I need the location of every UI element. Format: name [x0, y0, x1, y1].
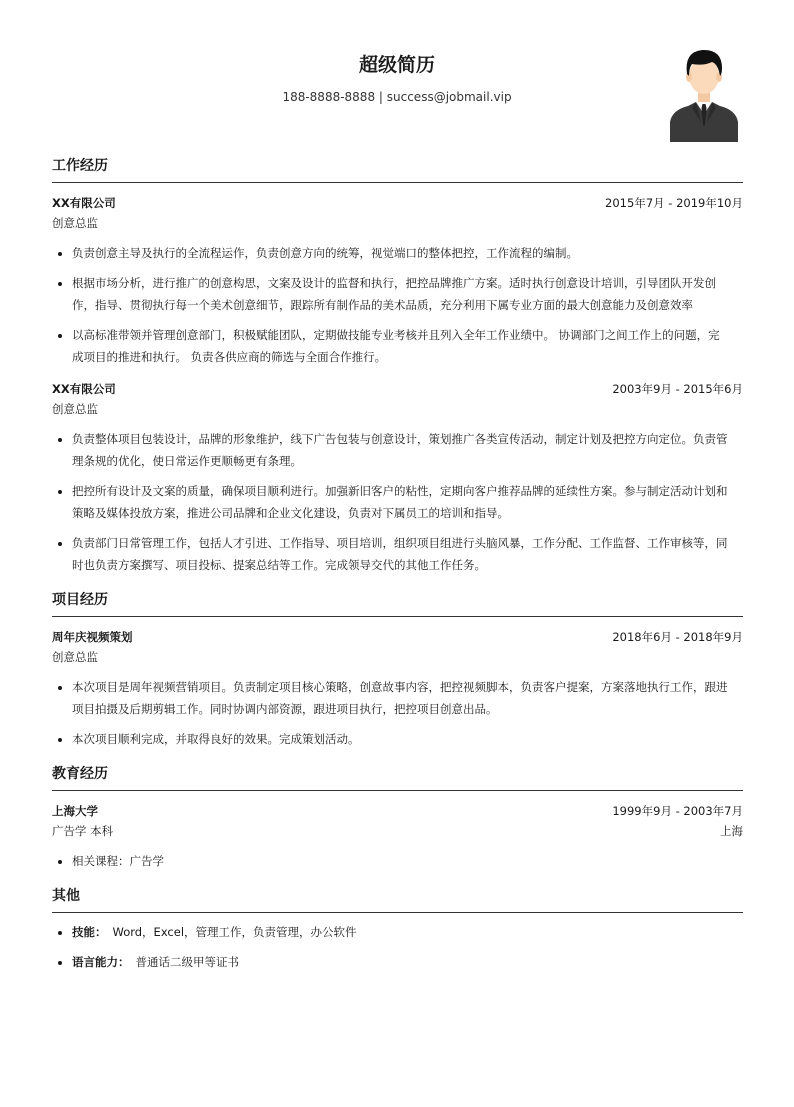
section-title: 工作经历: [52, 156, 743, 183]
bullet-item: [72, 921, 743, 943]
bullet-item: • 负责整体项目包装设计，品牌的形象维护，线下广告包装与创意设计，策划推广各类宣传活动，制定计划及把控方向定位。负责管理条规的优化，使日常运作更顺畅更有条理。: [72, 428, 743, 472]
bullet-list: [52, 242, 743, 368]
section-title: 项目经历: [52, 590, 743, 617]
bullet-item: • 把控所有设计及文案的质量，确保项目顺利进行。加强新旧客户的粘性，定期向客户推荐品牌的延续性方案。参与制定活动计划和策略及媒体投放方案，推进公司品牌和企业文化建设，负责对下属员工的培训和指导。: [72, 480, 743, 524]
job-role: 创意总监: [52, 402, 98, 416]
section-title: 其他: [52, 886, 743, 913]
job-role: 创意总监: [52, 216, 98, 230]
bullet-item: • 本次项目是周年视频营销项目。负责制定项目核心策略，创意故事内容，把控视频脚本，负责客户提案，方案落地执行工作，跟进项目拍摄及后期剪辑工作。同时协调内部资源，跟进项目执行，把控项目创意出品。: [72, 676, 743, 720]
resume-content: [52, 156, 743, 987]
resume-name: 超级简历: [358, 54, 435, 76]
bullet-list: [52, 850, 743, 872]
item-value: 普通话二级甲等证书: [135, 955, 239, 969]
entry-date: 2003年9月 - 2015年6月: [612, 381, 743, 396]
bullet-item: • 根据市场分析，进行推广的创意构思，文案及设计的监督和执行，把控品牌推广方案。适时执行创意设计培训，引导团队开发创作，指导、贯彻执行每一个美术创意细节，跟踪所有制作品的美术品质，充分利用下属专业方面的最大创意能力及创意效率: [72, 272, 743, 316]
bullet-list: [52, 428, 743, 576]
person-avatar-icon: [668, 44, 740, 142]
item-label: 语言能力：: [72, 955, 130, 969]
work-entry: [52, 190, 743, 368]
work-entry: [52, 376, 743, 576]
bullet-item: • 本次项目顺利完成，并取得良好的效果。完成策划活动。: [72, 728, 743, 750]
entry-date: 2015年7月 - 2019年10月: [605, 195, 743, 210]
entry-date: 1999年9月 - 2003年7月: [612, 803, 743, 818]
bullet-item: • 负责部门日常管理工作，包括人才引进、工作指导、项目培训，组织项目组进行头脑风暴，工作分配、工作监督、工作审核等，同时也负责方案撰写、项目投标、提案总结等工作。完成领导交代的其他工作任务。: [72, 532, 743, 576]
other-section: [52, 886, 743, 973]
bullet-item: • 以高标准带领并管理创意部门，积极赋能团队，定期做技能专业考核并且列入全年工作业绩中。 协调部门之间工作上的问题，完成项目的推进和执行。 负责各供应商的筛选与全面合作推行。: [72, 324, 743, 368]
bullet-list: [52, 921, 743, 973]
bullet-item: • 相关课程：广告学: [72, 850, 743, 872]
bullet-item: [72, 951, 743, 973]
bullet-item: • 负责创意主导及执行的全流程运作，负责创意方向的统筹，视觉端口的整体把控，工作流程的编制。: [72, 242, 743, 264]
item-value: Word，Excel，管理工作，负责管理，办公软件: [112, 925, 357, 939]
project-role: 创意总监: [52, 650, 98, 664]
degree: 广告学 本科: [52, 824, 114, 838]
entry-date: 2018年6月 - 2018年9月: [612, 629, 743, 644]
contact-info: 188-8888-8888 | success@jobmail.vip: [282, 90, 512, 104]
item-label: 技能：: [72, 925, 107, 939]
company-name: XX有限公司: [52, 381, 116, 396]
project-entry: [52, 624, 743, 750]
bullet-list: [52, 676, 743, 750]
work-experience-section: [52, 156, 743, 576]
project-name: 周年庆视频策划: [52, 629, 133, 644]
location: 上海: [720, 824, 743, 838]
school-name: 上海大学: [52, 803, 98, 818]
section-title: 教育经历: [52, 764, 743, 791]
project-experience-section: [52, 590, 743, 750]
resume-header: [0, 0, 794, 150]
company-name: XX有限公司: [52, 195, 116, 210]
education-entry: [52, 798, 743, 872]
education-section: [52, 764, 743, 872]
